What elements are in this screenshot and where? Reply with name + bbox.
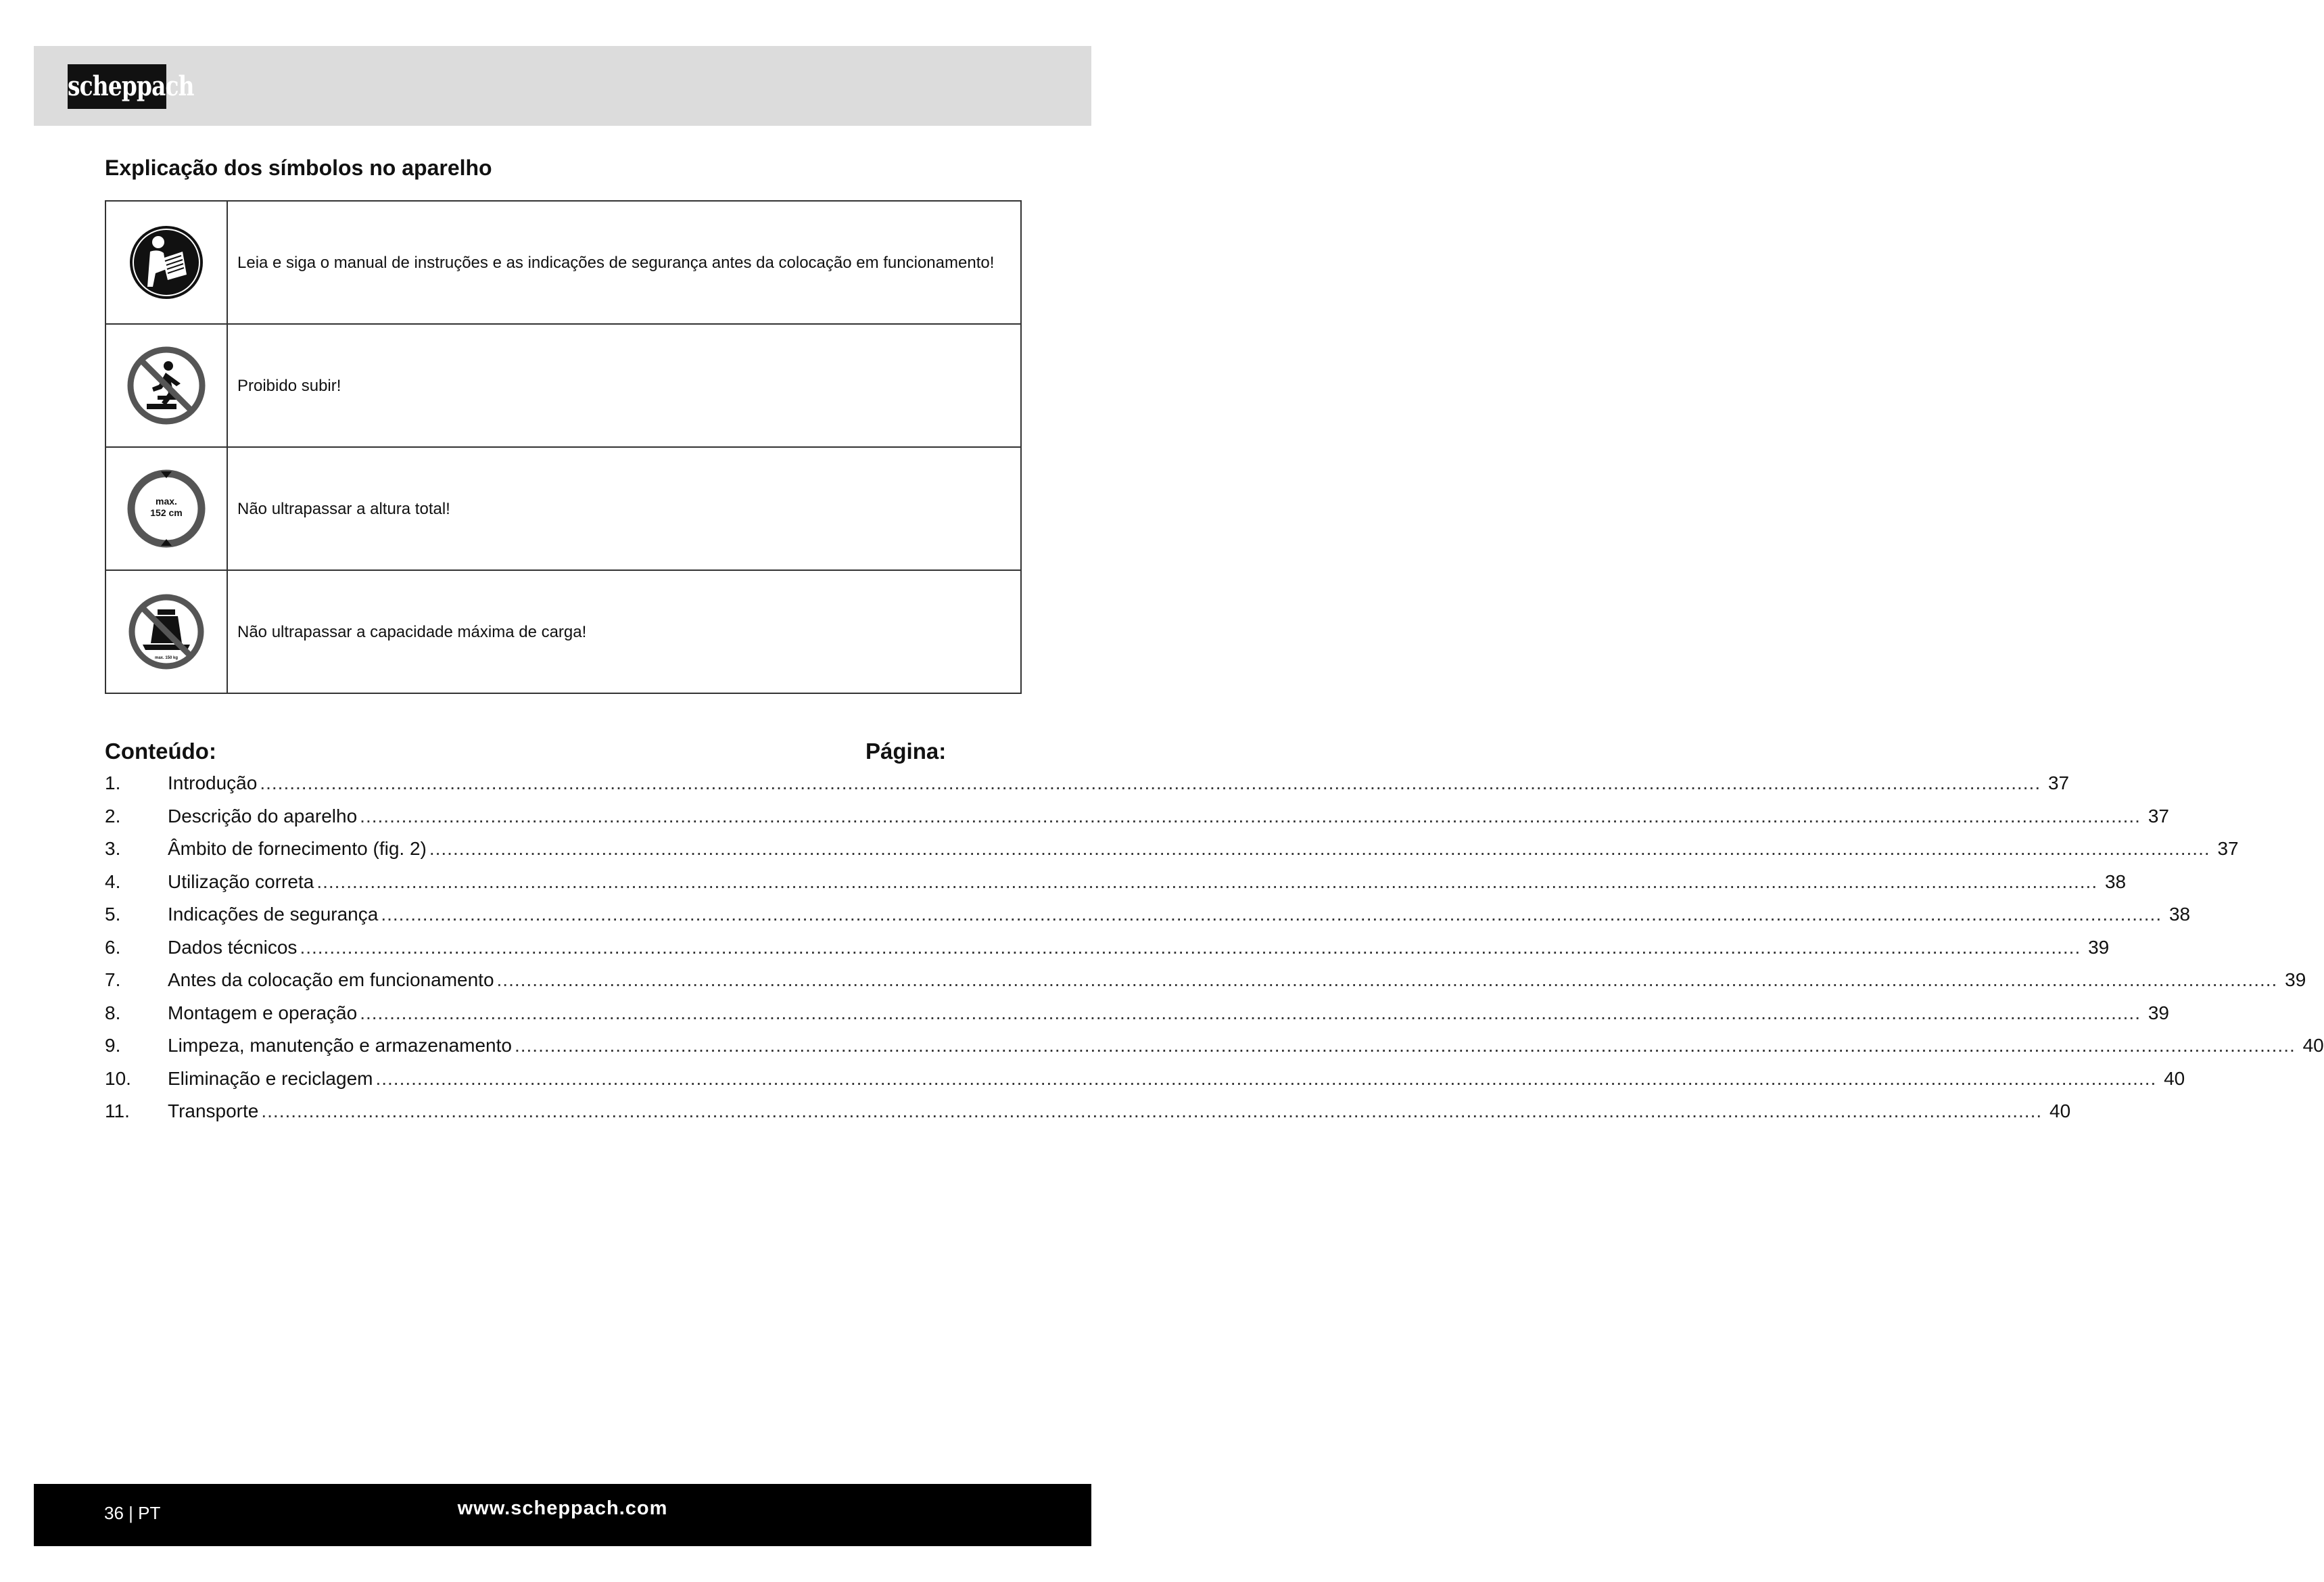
toc-item[interactable] [105, 1067, 2185, 1101]
toc-item-title: Descrição do aparelho [168, 805, 358, 827]
toc-leader-dots: ............................................................................................................................................................................................................................................................................................................ [260, 772, 2041, 793]
max-height-label-2: 152 cm [150, 507, 183, 518]
toc-item-page: 38 [2168, 904, 2191, 925]
toc-item-title: Utilização correta [168, 870, 314, 892]
symbol-row [106, 571, 1020, 693]
read-manual-icon [128, 225, 204, 300]
toc-item[interactable] [105, 904, 2191, 937]
toc-item-page: 39 [2148, 1002, 2169, 1023]
toc-leader-dots: ............................................................................................................................................................................................................................................................................................................ [316, 870, 2098, 892]
footer [34, 1484, 1091, 1546]
max-load-icon [128, 593, 205, 670]
toc-item-number: 7. [105, 969, 121, 990]
symbol-row [106, 325, 1020, 448]
toc-item[interactable] [105, 936, 2110, 970]
toc-item-title: Dados técnicos [168, 936, 298, 958]
toc-item-number: 10. [105, 1067, 131, 1089]
footer-website-link[interactable]: www.scheppach.com [457, 1497, 668, 1519]
toc-leader-dots: ............................................................................................................................................................................................................................................................................................................ [429, 838, 2210, 859]
toc-item-page: 39 [2088, 936, 2110, 958]
max-load-label: max. 150 kg [154, 656, 179, 660]
toc-item-title: Âmbito de fornecimento (fig. 2) [168, 838, 427, 859]
toc-item-number: 4. [105, 870, 121, 892]
toc-leader-dots: ............................................................................................................................................................................................................................................................................................................ [360, 805, 2141, 827]
toc-item[interactable] [105, 838, 2239, 871]
toc-leader-dots: ............................................................................................................................................................................................................................................................................................................ [375, 1067, 2157, 1089]
toc-item-title: Antes da colocação em funcionamento [168, 969, 494, 990]
toc-item-page: 39 [2285, 969, 2306, 990]
toc-leader-dots: ............................................................................................................................................................................................................................................................................................................ [360, 1002, 2141, 1023]
toc-item-number: 2. [105, 805, 121, 827]
symbols-table [105, 200, 1022, 694]
toc-leader-dots: ............................................................................................................................................................................................................................................................................................................ [496, 969, 2278, 990]
toc-item-number: 6. [105, 936, 121, 958]
max-height-label-1: max. [156, 496, 177, 507]
toc-item-page: 40 [2164, 1067, 2185, 1089]
toc-item-number: 11. [105, 1100, 130, 1121]
toc-item-page: 37 [2047, 772, 2070, 793]
footer-page-number: 36 | PT [104, 1503, 161, 1523]
toc-item[interactable] [105, 1100, 2071, 1134]
toc-item-number: 8. [105, 1002, 121, 1023]
toc-leader-dots: ............................................................................................................................................................................................................................................................................................................ [300, 936, 2081, 958]
toc-item-title: Introdução [168, 772, 258, 793]
toc-item-page: 40 [2049, 1100, 2071, 1121]
symbol-icon-cell [106, 325, 228, 446]
toc-item-page: 38 [2104, 870, 2127, 892]
symbol-icon-cell [106, 571, 228, 693]
symbol-description: Leia e siga o manual de instruções e as indicações de segurança antes da colocação em funcionamento! [237, 253, 995, 272]
symbol-icon-cell [106, 448, 228, 569]
toc-item[interactable] [105, 1002, 2169, 1036]
toc-leader-dots: ............................................................................................................................................................................................................................................................................................................ [381, 904, 2162, 925]
toc-item[interactable] [105, 772, 2070, 806]
toc-item[interactable] [105, 1035, 2324, 1068]
toc-item[interactable] [105, 870, 2127, 904]
header-band [34, 46, 1091, 126]
toc-item-title: Indicações de segurança [168, 904, 379, 925]
toc-item-number: 1. [105, 772, 121, 793]
symbol-description: Proibido subir! [237, 376, 341, 395]
toc-item-page: 37 [2217, 838, 2239, 859]
toc-item-number: 3. [105, 838, 121, 859]
symbol-description: Não ultrapassar a capacidade máxima de carga! [237, 622, 587, 641]
toc-item-title: Montagem e operação [168, 1002, 358, 1023]
contents-heading: Conteúdo: [105, 739, 216, 764]
symbol-description: Não ultrapassar a altura total! [237, 499, 450, 518]
no-climbing-icon [126, 346, 206, 425]
toc-item-page: 40 [2302, 1035, 2324, 1056]
page-column-heading: Página: [865, 739, 947, 764]
logo-text: scheppach [68, 70, 194, 102]
symbol-row [106, 202, 1020, 325]
toc-item-number: 5. [105, 904, 121, 925]
toc-item[interactable] [105, 805, 2169, 839]
toc-item-title: Transporte [168, 1100, 259, 1121]
toc-item-number: 9. [105, 1035, 121, 1056]
toc-item[interactable] [105, 969, 2306, 1002]
max-height-icon [127, 469, 206, 548]
toc-leader-dots: ............................................................................................................................................................................................................................................................................................................ [261, 1100, 2043, 1121]
table-of-contents [105, 772, 2324, 1134]
toc-leader-dots: ............................................................................................................................................................................................................................................................................................................ [514, 1035, 2296, 1056]
toc-item-title: Limpeza, manutenção e armazenamento [168, 1035, 512, 1056]
symbols-section-title: Explicação dos símbolos no aparelho [105, 156, 492, 180]
scheppach-logo [68, 64, 194, 109]
toc-item-title: Eliminação e reciclagem [168, 1067, 373, 1089]
toc-item-page: 37 [2148, 805, 2169, 827]
symbol-icon-cell [106, 202, 228, 323]
symbol-row [106, 448, 1020, 571]
